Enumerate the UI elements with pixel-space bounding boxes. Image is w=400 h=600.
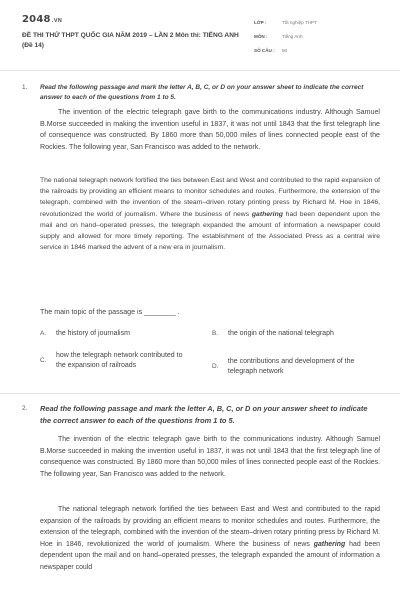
exam-content [0,71,400,600]
option-letter: B. [212,330,219,338]
passage-text: had been dependent upon the mail and on hand–operated presses, the telegraph expanded the amount of information a newspaper could [40,540,380,571]
passage-text: The invention of the electric telegraph gave birth to the communications industry. Although Samuel B.Morse succeeded in making the invention useful in 1837, it was not until 1843 that the first telegraph line of consequence was constructed. By 1860 more than 50,000 miles of lines connected people east of the Rockies. The following year, San Francisco was added to the network. [40,436,380,478]
answer-option-c[interactable] [40,351,200,370]
passage-paragraph-2 [40,504,380,573]
meta-key: MÔN : [254,33,268,39]
meta-row-class [254,15,384,29]
question-instruction: Read the following passage and mark the letter A, B, C, or D on your answer sheet to indicate the correct answer to each of the questions from 1 to 5. [40,404,368,425]
logo-suffix: .VN [51,18,63,24]
passage-bold-word: gathering [251,210,283,218]
passage-paragraph-1 [40,107,380,153]
answer-option-b[interactable] [212,329,382,339]
meta-key: LỚP : [254,19,267,25]
passage-text: The national telegraph network fortified the ties between East and West and contributed to the rapid expansion of the railroads by providing an efficient means to monitor schedules and routes. Furthermore, the extension of the telegraph, combined with the invention of the steam–driven rotary printing press by Richard M. Hoe in 1846, revolutionized the world of journalism. Where the business of news [40,177,380,218]
option-text: the contributions and development of the telegraph network [227,358,355,375]
exam-header [0,0,400,70]
option-letter: A. [40,330,47,338]
option-text: how the telegraph network contributed to the expansion of railroads [56,352,183,369]
question-number: 1. [22,84,28,91]
meta-key: SỐ CÂU : [254,47,275,53]
site-logo[interactable] [22,14,62,25]
option-letter: C. [40,357,47,364]
option-letter: D. [212,363,219,370]
meta-value: 50 [282,47,288,53]
passage-bold-word: gathering [313,540,346,548]
option-text: the origin of the national telegraph [228,330,334,337]
logo-text: 2048 [22,14,51,25]
question-number: 2. [22,405,28,412]
meta-row-subject [254,29,384,43]
answer-option-d[interactable] [212,357,377,376]
passage-text: had been dependent upon the mail and on hand–operated presses, the telegraph expanded the amount of information a newspaper could supply and allowed for more timely reporting. The establishment of the Associated Press as a central wire service in 1846 marked the advent of a new era in journalism. [40,210,380,252]
exam-meta [254,15,384,57]
passage-paragraph-2 [40,175,380,253]
meta-value: Tiếng Anh [282,33,303,39]
question-divider [0,393,400,394]
meta-row-question-count [254,43,384,57]
passage-text: The invention of the electric telegraph gave birth to the communications industry. Although Samuel B.Morse succeeded in making the invention useful in 1837, it was not until 1843 that the first telegraph line of consequence was constructed. By 1860 more than 50,000 miles of lines connected people east of the Rockies. The following year, San Francisco was added to the network. [40,108,380,151]
question-stem: The main topic of the passage is ________ . [40,308,180,316]
exam-title: ĐỀ THI THỬ THPT QUỐC GIA NĂM 2019 – LẦN 2 Môn thi: TIẾNG ANH (Đề 14) [22,32,239,49]
answer-option-a[interactable] [40,329,205,339]
passage-text: The national telegraph network fortified the ties between East and West and contributed to the rapid expansion of the railroads by providing an efficient means to monitor schedules and routes. Furthermore, the extension of the telegraph, combined with the invention of the steam–driven rotary printing press by Richard M. Hoe in 1846, revolutionized the world of journalism. Where the business of news [40,506,380,548]
meta-value: Tốt nghiệp THPT [282,19,317,25]
passage-paragraph-1 [40,434,380,480]
question-instruction: Read the following passage and mark the letter A, B, C, or D on your answer sheet to indicate the correct answer to each of the questions from 1 to 5. [40,84,364,101]
option-text: the history of journalism [56,330,130,337]
